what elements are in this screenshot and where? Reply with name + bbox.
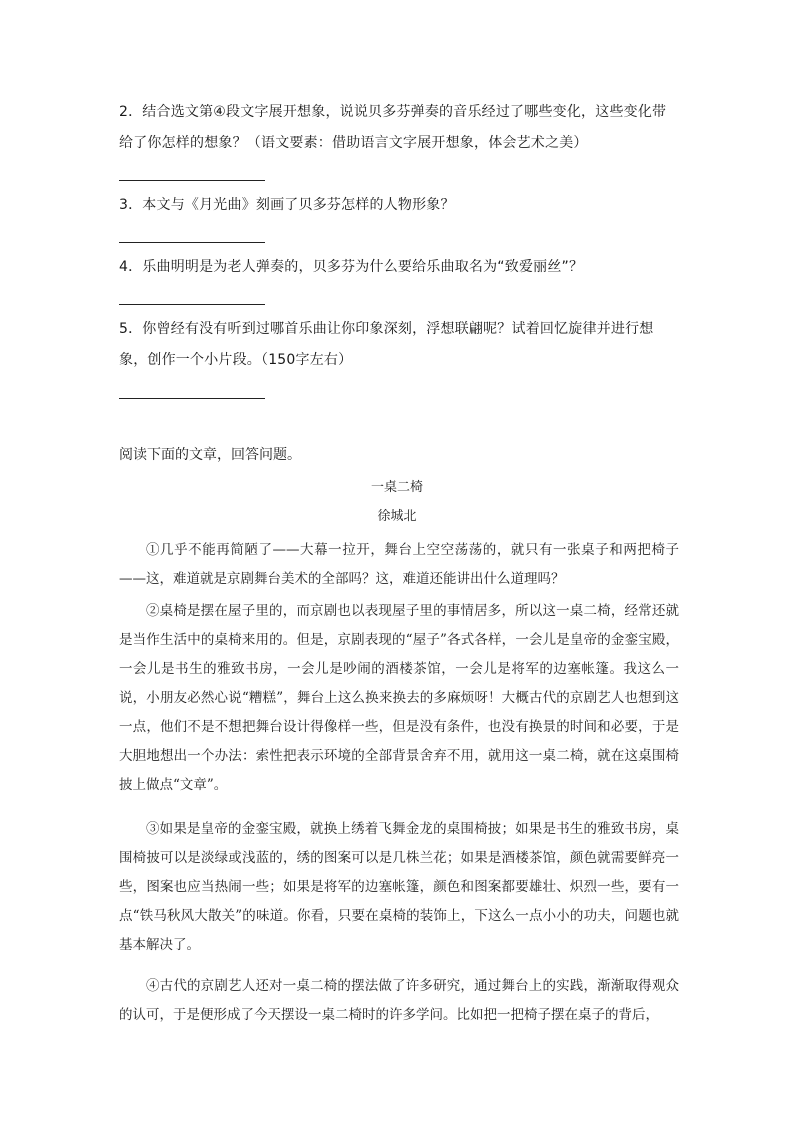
article-paragraph-4: ④古代的京剧艺人还对一桌二椅的摆法做了许多研究，通过舞台上的实践，渐渐取得观众的认可，于是便形成了今天摆设一桌二椅时的许多学问。比如把一把椅子摆在桌子的背后， [119, 978, 679, 1023]
question-4: 4．乐曲明明是为老人弹奏的，贝多芬为什么要给乐曲取名为“致爱丽丝”？ [119, 259, 584, 275]
article-paragraph-1: ①几乎不能再简陋了——大幕一拉开，舞台上空空荡荡的，就只有一张桌子和两把椅子——这，难道就是京剧舞台美术的全部吗？这，难道还能讲出什么道理吗？ [119, 542, 679, 587]
article-paragraph-2: ②桌椅是摆在屋子里的，而京剧也以表现屋子里的事情居多，所以这一桌二椅，经常还就是当作生活中的桌椅来用的。但是，京剧表现的“屋子”各式各样，一会儿是皇帝的金銮宝殿，一会儿是书生的雅致书房，一会儿是吵闹的酒楼茶馆，一会儿是将军的边塞帐篷。我这么一说，小朋友必然心说“糟糕”，舞台上这么换来换去的多麻烦呀！大概古代的京剧艺人也想到这一点，他们不是不想把舞台设计得像样一些，但是没有条件，也没有换景的时间和必要，于是大胆地想出一个办法：索性把表示环境的全部背景舍弃不用，就用这一桌二椅，就在这桌围椅披上做点“文章”。 [119, 603, 679, 793]
question-2: 2．结合选文第④段文字展开想象，说说贝多芬弹奏的音乐经过了哪些变化，这些变化带给了你怎样的想象？（语文要素：借助语言文字展开想象，体会艺术之美） [119, 104, 667, 151]
article-paragraph-3: ③如果是皇帝的金銮宝殿，就换上绣着飞舞金龙的桌围椅披；如果是书生的雅致书房，桌围椅披可以是淡绿或浅蓝的，绣的图案可以是几株兰花；如果是酒楼茶馆，颜色就需要鲜亮一些，图案也应当热闹一些；如果是将军的边塞帐篷，颜色和图案都要雄壮、炽烈一些，要有一点“铁马秋风大散关”的味道。你看，只要在桌椅的装饰上，下这么一点小小的功夫，问题也就基本解决了。 [119, 821, 679, 953]
question-3: 3．本文与《月光曲》刻画了贝多芬怎样的人物形象？ [119, 197, 455, 213]
answer-blank-4[interactable] [119, 304, 265, 305]
answer-blank-5[interactable] [119, 398, 265, 399]
article-title: 一桌二椅 [370, 480, 423, 495]
answer-blank-3[interactable] [119, 242, 265, 243]
reading-instruction: 阅读下面的文章，回答问题。 [119, 447, 301, 463]
article-author: 徐城北 [377, 509, 417, 524]
question-5: 5．你曾经有没有听到过哪首乐曲让你印象深刻，浮想联翩呢？试着回忆旋律并进行想象，创作一个小片段。（150字左右） [119, 321, 654, 368]
answer-blank-2[interactable] [119, 180, 265, 181]
